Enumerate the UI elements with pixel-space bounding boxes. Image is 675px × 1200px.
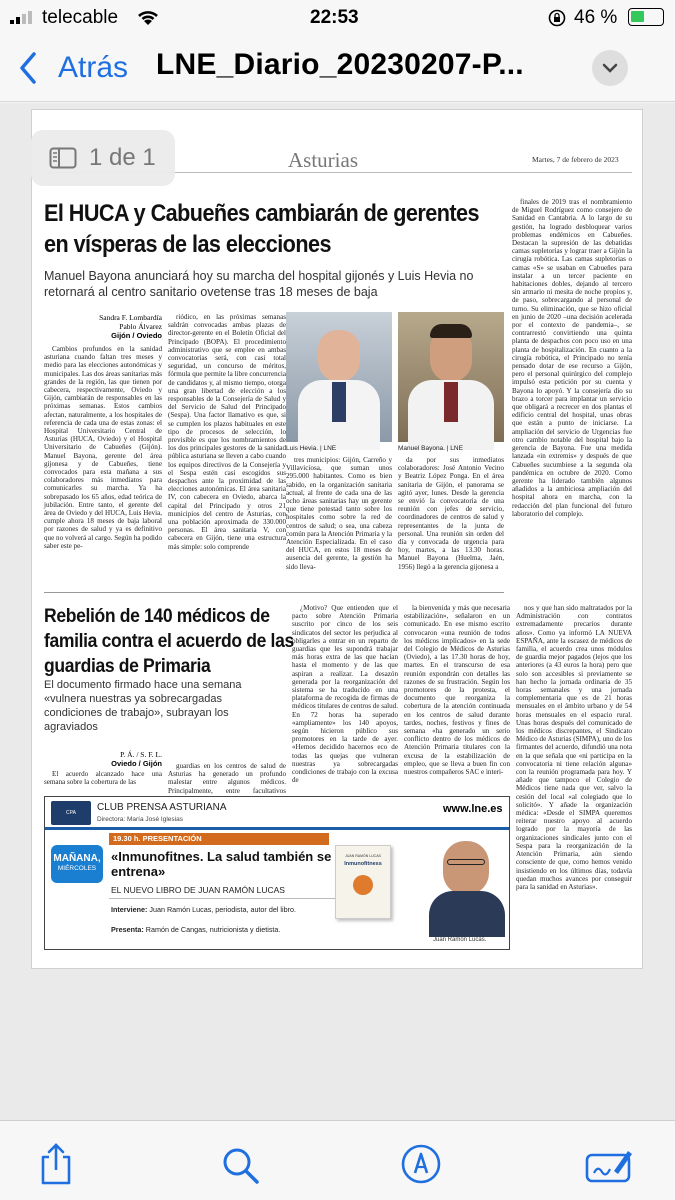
- caption-bayona: Manuel Bayona. | LNE: [398, 445, 463, 452]
- byline-place: Oviedo / Gijón: [111, 759, 162, 768]
- markup-button[interactable]: [400, 1143, 442, 1185]
- orientation-lock-icon: [548, 9, 566, 32]
- page-count: 1 de 1: [89, 144, 156, 171]
- article2-headline: Rebelión de 140 médicos de familia contra el acuerdo de las guardias de Primaria: [44, 605, 294, 677]
- title-menu-button[interactable]: [592, 50, 628, 86]
- share-button[interactable]: [36, 1143, 76, 1187]
- markup-icon: [400, 1143, 442, 1185]
- club-ad: [44, 796, 510, 950]
- status-bar: [0, 0, 675, 36]
- clock: 22:53: [310, 7, 359, 28]
- article1-byline: [44, 313, 162, 340]
- author2: Pablo Álvarez: [119, 322, 162, 331]
- event-title: «Inmunofitnes. La salud también se entrena»: [111, 849, 332, 879]
- weekday-label: MIÉRCOLES: [57, 865, 97, 872]
- carrier-name: telecable: [42, 7, 119, 28]
- day-badge: [51, 845, 103, 883]
- article1-column-2: [168, 313, 286, 585]
- paragraph: nos y que han sido maltratados por la Administración con contratos extremadamente precarios durante años». Como ya informó LA NUEVA ESPAÑA, ante la escasez de médicos de familia, el acuerdo crea unos módulos de guardia mejor pagados (lejos que los anteriores (a 43 euros la hora) pero que solo son accesibles si previamente se han hecho la jornada ordinaria de 35 horas semanales y una jornada complementaria que es de 21 horas mensuales en el ámbito urbano y de 54 horas mensuales en el espacio rural. Unas horas después del comunicado de los médicos discrepantes, el Sindicato Médico de Asturias (SIMPA), uno de los firmantes del acuerdo, difundió una nota en la que señala que «ni participa en la convocatoria ni tiene relación alguna» con la reunión programada para hoy. Y añade que tampoco el Colegio de Médicos tiene nada que ver, salvo la cesión del local «al colegiado que lo solicitó». Y añade la organización médica: «Desde el SIMPA queremos reiterar nuestro apoyo al acuerdo logrado por la mayoría de las organizaciones sindicales junto con el Sespa para la reorganización de la Atención Primaria, aún siendo consciente de que, como hemos venido insistiendo en los últimos días, todavía quedan muchos avances por conseguir para la sanidad en Asturias».: [516, 604, 632, 891]
- bottom-toolbar: [0, 1120, 675, 1200]
- presenter: Ramón de Cangas, nutricionista y dietista.: [145, 925, 281, 934]
- section-title: Asturias: [288, 148, 358, 172]
- author-photo-caption: Juan Ramón Lucas.: [433, 937, 487, 943]
- book-cover-author: JUAN RAMÓN LUCAS: [345, 854, 381, 858]
- club-director: Directora: María José Iglesias: [97, 816, 183, 823]
- article2-column-5: [516, 604, 632, 956]
- ad-mid-rule: [109, 898, 369, 899]
- ad-top-rule: [45, 827, 509, 830]
- wifi-icon: [136, 8, 160, 31]
- sidebar-icon: [49, 147, 77, 169]
- article2-subhead: El documento firmado hace una semana «vulnera nuestras ya sobrecargadas condiciones de trabajo», subrayan los agraviados: [44, 679, 242, 733]
- photo-manuel-bayona: [398, 312, 504, 442]
- paragraph: guardias en los centros de salud de Asturias ha generado un profundo malestar entre algunos médicos. Principalmente, entre facultativos: [168, 762, 286, 795]
- paragraph: tres municipios: Gijón, Carreño y Villaviciosa, que suman unos 295.000 habitantes. Como es bien sabido, en la organización sanitaria actual, al frente de cada una de las ocho áreas sanitarias hay un gerente que tiene potestad tanto sobre los hospitales como sobre la red de centros de salud; o sea, una cabeza común para la Atención Primaria y la Atención Especializada. En el caso del HUCA, en estos 18 meses de ausencia del gerente, la gestión ha sido lleva-: [286, 456, 392, 571]
- time-tag: 19.30 h. PRESENTACIÓN: [109, 833, 329, 845]
- search-icon: [220, 1145, 260, 1185]
- navigation-bar: [0, 36, 675, 102]
- club-logo-icon: CPA: [51, 801, 91, 825]
- day-label: MAÑANA,: [53, 853, 101, 864]
- article2-column-3: [292, 604, 398, 792]
- paragraph: ¿Motivo? Que entienden que el pacto sobre Atención Primaria suscrito por cinco de los seis sindicatos del sector les perjudica al obligarles a entrar en un reparto de guardias que les supondrá trabajar más horas extra de las que hacían hasta el momento y de las que aspiran a realizar. La desazón generada por la reorganización del sistema se ha traducido en una plataforma de recogida de firmas de médicos titulares de centros de salud. En 72 horas ha superado «ampliamente» los 140 apoyos, según hicieron público sus promotores en la tarde de ayer. «Hemos decidido hacernos eco de todas las quejas que vulneran nuestras ya sobrecargadas condiciones de trabajo con la excusa de: [292, 604, 398, 785]
- document-title: LNE_Diario_20230207-P...: [156, 48, 524, 81]
- paragraph: riódico, en las próximas semanas saldrán convocadas ambas plazas de director-gerente en el Boletín Oficial del Principado (BOPA). El procedimiento administrativo que se emplee en ambas convocatorias será, con casi total seguridad, un concurso de méritos, fórmula que permite la libre concurrencia de candidatos y, al mismo tiempo, otorga una gran libertad de elección a los responsables de la Consejería de Salud y del Servicio de Salud del Principado (Sespa). Una factor llamativo es que, si se cumplen los plazos habituales en este tipo de procesos de selección, lo previsible es que los nombramientos de los dos principales gestores de la sanidad pública asturiana se lleven a cabo cuando los equipos directivos de la Consejería y el Sespa estén casi escogidos sus despachos ante la proximidad de las elecciones autonómicas. El área sanitaria IV, con cabecera en Oviedo, abarca la capital del Principado y otros 21 municipios del centro de Asturias, con una población aproximada de 330.000 personas. El área sanitaria V, con cabecera en Gijón, tiene una estructura más simple: solo comprende: [168, 313, 286, 551]
- chevron-left-icon: [18, 51, 38, 85]
- newspaper-page: [31, 109, 643, 969]
- author: P. Á. / S. F. L.: [120, 750, 162, 759]
- byline-place: Gijón / Oviedo: [111, 331, 162, 340]
- search-button[interactable]: [220, 1145, 260, 1185]
- website: www.lne.es: [443, 803, 503, 815]
- book-cover-title: Inmunofitness: [344, 861, 382, 867]
- paragraph: finales de 2019 tras el nombramiento de Miguel Rodríguez como consejero de Sanidad en Cantabria. A lo largo de su gestión, ha logrado desbloquear varios problemas endémicos en Cabueñes. Destacan la supresión de las debatidas camas supletorias y lograr traer a Gijón la cirugía robótica. Las camas supletorias o camas «S» se usaban en Cabueñes para instalar a un tercer paciente en habitaciones dobles, dejando al tercero sin armario ni mesita de noche propios y, de paso, sobrecargando al personal de turno. Su eliminación, que se hizo oficial en junio de 2020 –una decisión acelerada por el contexto de pandemia–, se contrarrestó convirtiendo una quinta planta de despachos con poco uso en una planta de hospitalización. En cuanto a la cirugía robótica, el Principado no tenía pensado dotar de ese recurso a Gijón, pero el personal quirúrgico del complejo impulsó esta petición por su cuenta y Bayona lo apoyó. Y la consejería dio su brazo a torcer para implantar un servicio que obligará a recrecer en dos plantas el edificio central del hospital, unas obras que están a punto de iniciarse. La ampliación del servicio de Urgencias fue otro cambio notable del hospital bajo la gerencia de Bayona. Fue una medida lanzada «in extremis» y después de que Cabueñes sucumbiese a la segunda ola pandémica en octubre de 2020. Como gerente ha liderado también algunos añadidos a la ambiciosa ampliación del hospital ahora en marcha, con la redacción del plan funcional del futuro laboratorio del complejo.: [512, 198, 632, 518]
- battery-percent: 46 %: [574, 7, 618, 28]
- article-divider: [44, 592, 504, 593]
- article1-column-5: [512, 198, 632, 588]
- back-button[interactable]: [18, 48, 128, 88]
- article1-subhead: Manuel Bayona anunciará hoy su marcha del hospital gijonés y Luis Hevia no retornará al centro sanitario ovetense tras 18 meses de baja: [44, 269, 474, 299]
- pdf-viewer[interactable]: [0, 103, 675, 1120]
- club-name: CLUB PRENSA ASTURIANA: [97, 802, 227, 813]
- presenter-line: [111, 925, 280, 934]
- presenter-label: Presenta:: [111, 925, 144, 934]
- chevron-down-icon: [602, 63, 618, 73]
- book-label: EL NUEVO LIBRO DE JUAN RAMÓN LUCAS: [111, 885, 285, 895]
- article1-column-1: [44, 345, 162, 585]
- article2-column-1: [44, 770, 162, 792]
- paragraph: Cambios profundos en la sanidad asturiana cuando faltan tres meses y medio para las elecciones autonómicas y municipales. Las dos áreas sanitarias más grandes de la región, las que tienen por cabecera, respectivamente, Oviedo y Gijón, cambiarán de responsables en las próximas semanas. Estos cambios afectan, naturalmente, a los hospitales de referencia de cada una de estas zonas: el Hospital Universitario Central de Asturias (HUCA, Oviedo) y el Hospital Universitario de Cabueñes (Gijón). Manuel Bayona, gerente del área gijonesa y de Cabueñes, tiene convocados para esta mañana a sus colaboradores más inmediatos para comunicarles su marcha. Ya ha sobrepasado los 65 años, edad teórica de jubilación. Entre tanto, el gerente del área de Oviedo y del HUCA, Luis Hevia, cumple ahora 18 meses de baja laboral por razones de salud y ya es definitivo que no volverá al cargo. Según ha podido saber este pe-: [44, 345, 162, 550]
- author: Sandra F. Lombardía: [99, 313, 162, 322]
- back-label: Atrás: [58, 51, 129, 84]
- speaker-label: Interviene:: [111, 905, 148, 914]
- speaker-line: [111, 905, 296, 914]
- signature-icon: [584, 1145, 634, 1185]
- paragraph: da por sus inmediatos colaboradores: José Antonio Vecino y Beatriz López Ponga. En el área sanitaria de Gijón, el panorama se agitó ayer, lunes. Desde la gerencia se envió la convocatoria de una reunión con jefes de servicio, coordinadores de centros de salud y representantes de la junta de personal. Una reunión sin orden del día y convocada de urgencia para hoy, martes, a las 13.30 horas. Manuel Bayona (Huelma, Jaén, 1956) llegó a la gerencia gijonesa a: [398, 456, 504, 571]
- signature-button[interactable]: [584, 1145, 634, 1185]
- article1-column-4: [398, 456, 504, 586]
- paragraph: El acuerdo alcanzado hace una semana sobre la cobertura de las: [44, 770, 162, 787]
- article1-column-3: [286, 456, 392, 586]
- article2-byline: [44, 750, 162, 768]
- photo-luis-hevia: [286, 312, 392, 442]
- article2-column-4: [404, 604, 510, 792]
- article1-headline: El HUCA y Cabueñes cambiarán de gerentes en vísperas de las elecciones: [44, 200, 479, 258]
- battery-icon: [628, 8, 664, 26]
- author-photo: [425, 835, 507, 931]
- speaker: Juan Ramón Lucas, periodista, autor del libro.: [149, 905, 296, 914]
- signal-icon: [10, 10, 34, 24]
- share-icon: [36, 1143, 76, 1187]
- page-indicator[interactable]: [31, 130, 175, 186]
- article2-column-2: [168, 762, 286, 795]
- paragraph: la bienvenida y más que necesaria estabilización», señalaron en un comunicado. En ese mismo escrito convocaron «una reunión de todos los médicos implicados» en la sede del Colegio de Médicos de Asturias (Oviedo), a las 17.30 horas de hoy, martes. En el transcurso de esa reunión expondrán con detalles las razones de su frustración. Según los promotores de la protesta, el documento que reorganiza la cobertura de la atención continuada en los centros de salud durante tardes, noches, festivos y fines de semana «ha generado un serio conflicto dentro de los médicos de Atención Primaria titulares con la excusa de la estabilización de empleo, que se lleva a buen fin con nuestros compañeros SAC e interi-: [404, 604, 510, 777]
- caption-hevia: Luis Hevia. | LNE: [286, 445, 337, 452]
- page-date: Martes, 7 de febrero de 2023: [532, 155, 619, 164]
- book-cover: [335, 845, 391, 919]
